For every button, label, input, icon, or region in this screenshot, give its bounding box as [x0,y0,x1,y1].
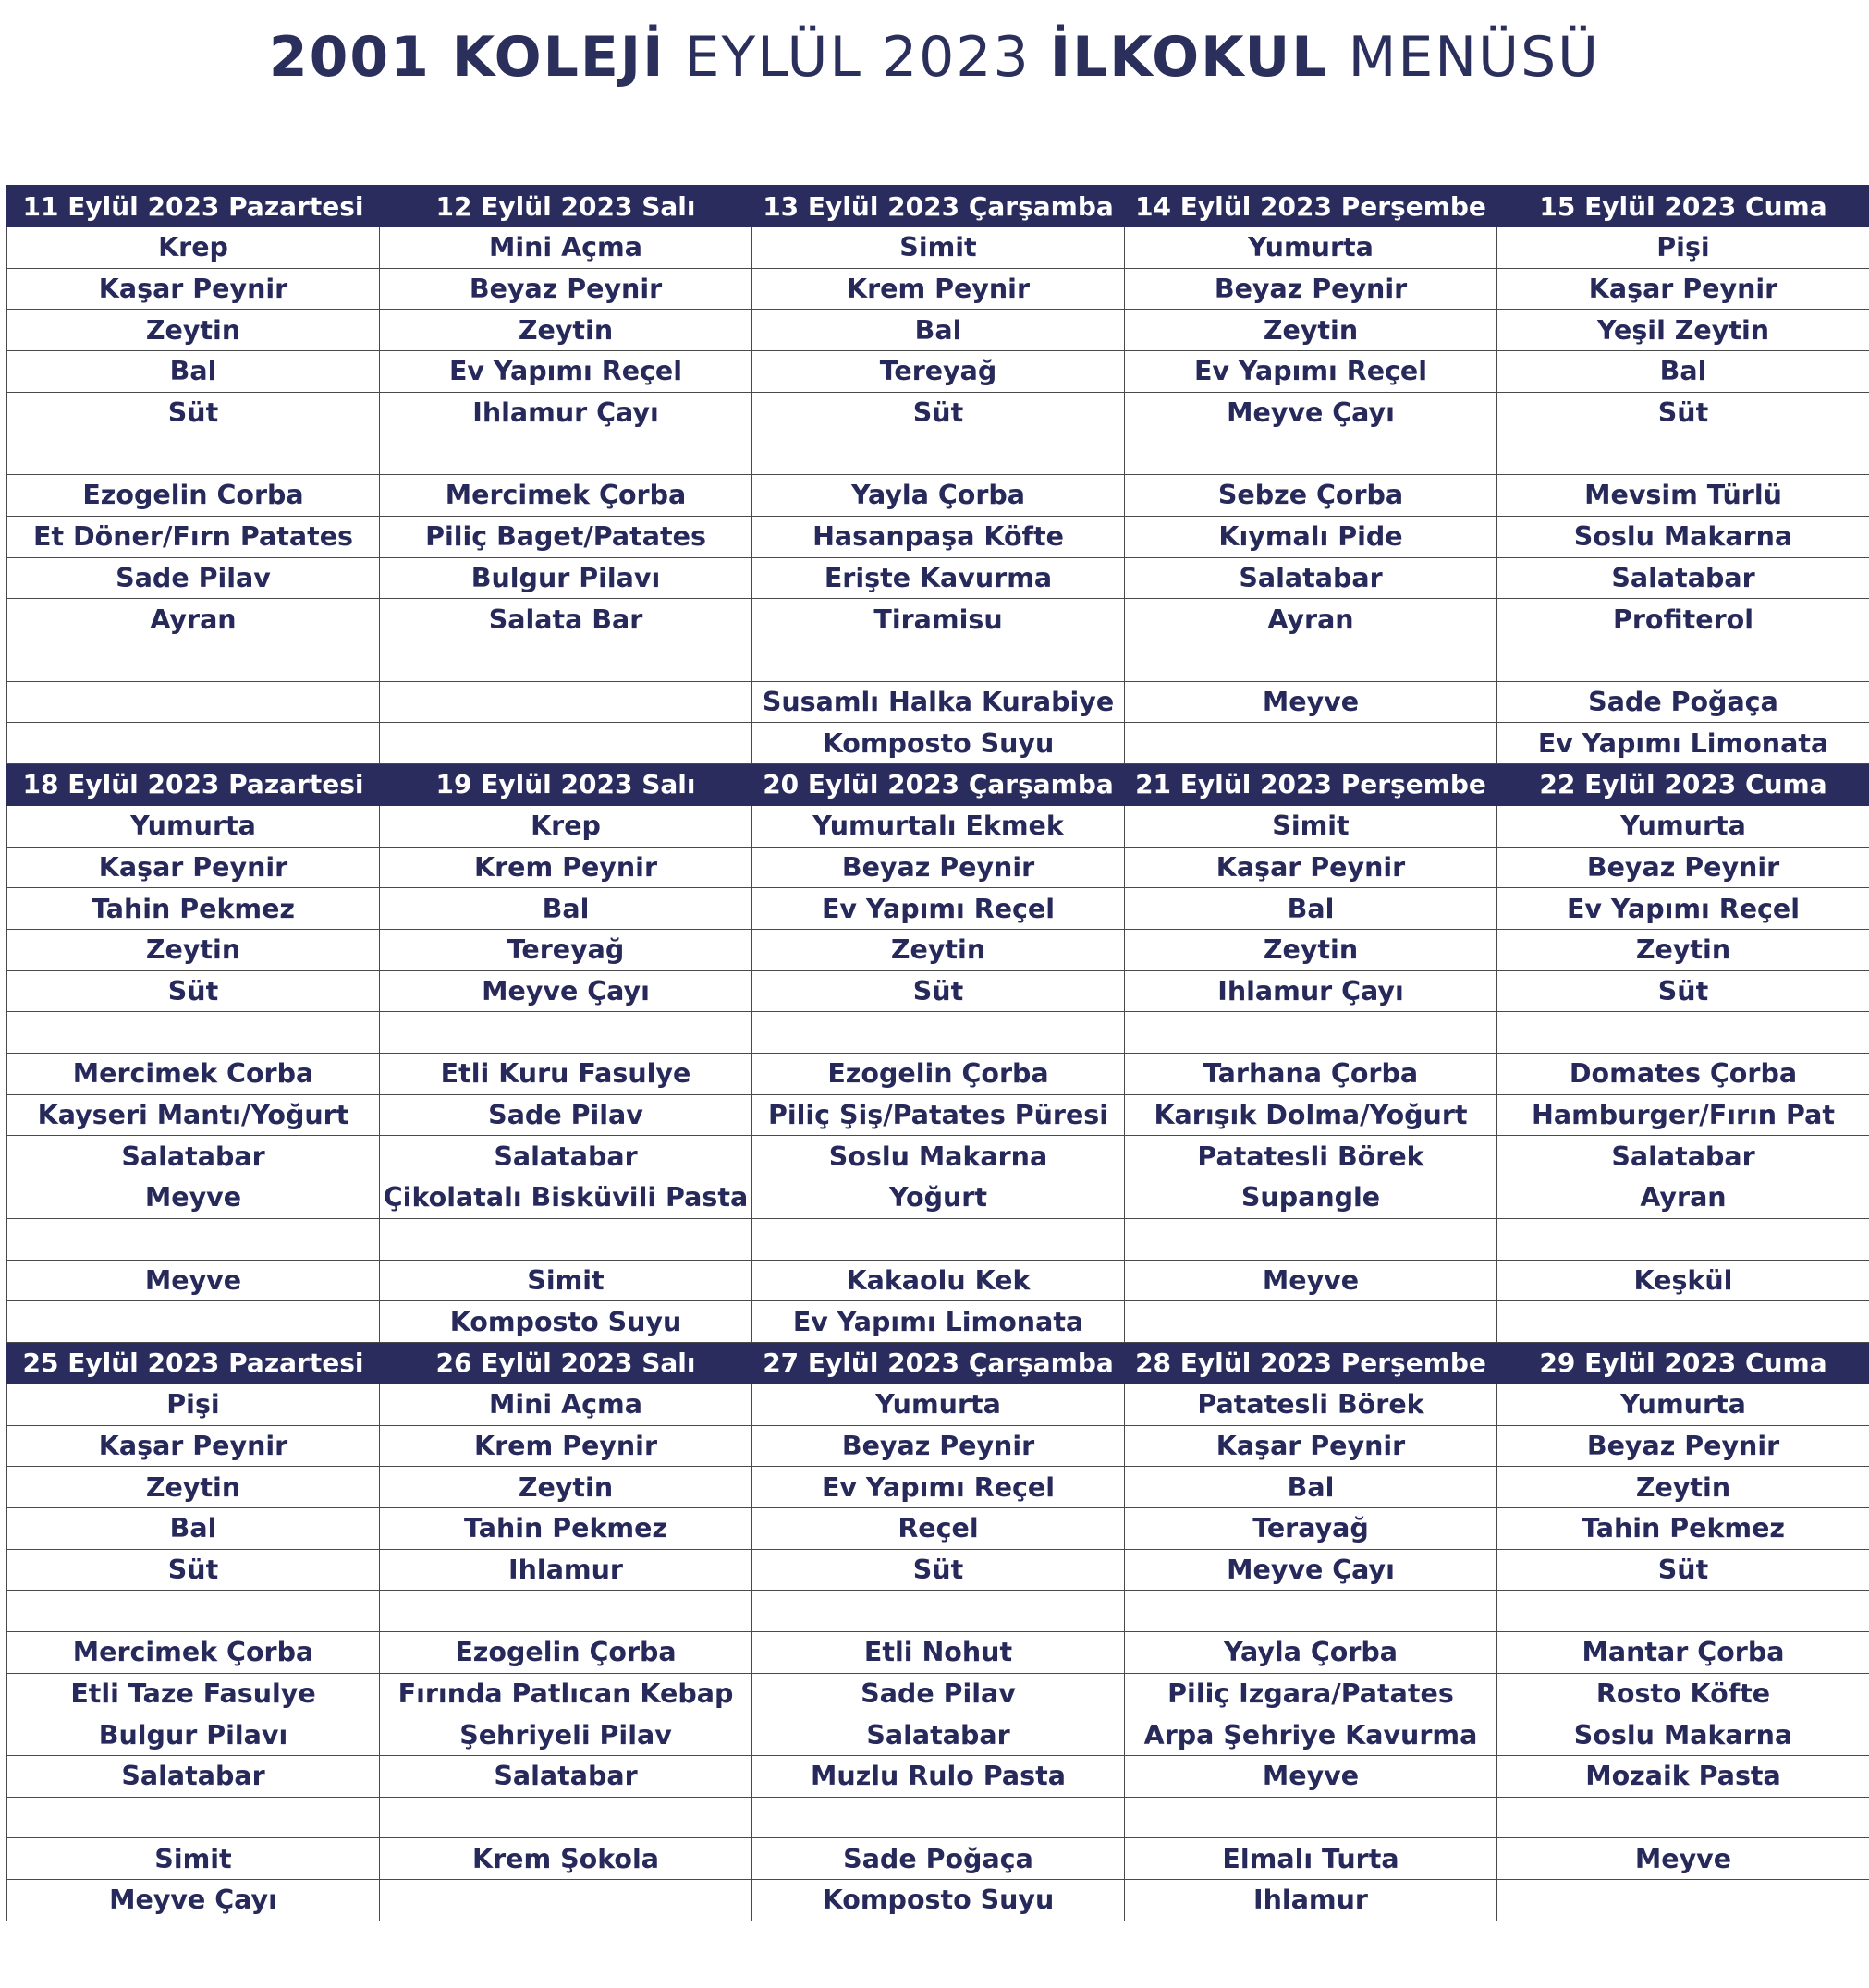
menu-item-cell: Etli Taze Fasulye [7,1673,380,1714]
menu-item-cell: Meyve [1125,1260,1497,1301]
menu-item-cell [1125,1218,1497,1260]
table-row [7,557,1869,599]
menu-table [6,185,1869,1921]
menu-item-cell: Kaşar Peynir [7,1425,380,1467]
menu-item-cell: Beyaz Peynir [752,847,1125,888]
day-header: 15 Eylül 2023 Cuma [1497,186,1869,227]
menu-item-cell: Kıymalı Pide [1125,516,1497,557]
menu-item-cell [380,1591,752,1632]
menu-item-cell: Ev Yapımı Reçel [1497,888,1869,930]
day-header: 25 Eylül 2023 Pazartesi [7,1342,380,1384]
menu-item-cell: Bal [7,1507,380,1549]
day-header: 13 Eylül 2023 Çarşamba [752,186,1125,227]
title-school: 2001 KOLEJİ [268,25,666,90]
menu-item-cell: Kakaolu Kek [752,1260,1125,1301]
menu-item-cell: Süt [752,392,1125,433]
menu-item-cell: Tahin Pekmez [1497,1507,1869,1549]
menu-item-cell [1125,723,1497,764]
table-row [7,723,1869,764]
table-row [7,268,1869,310]
menu-item-cell [1497,1012,1869,1054]
menu-item-cell: Krem Peynir [752,268,1125,310]
menu-item-cell: Bulgur Pilavı [7,1714,380,1756]
menu-item-cell [1125,1591,1497,1632]
menu-item-cell [752,1012,1125,1054]
day-header: 26 Eylül 2023 Salı [380,1342,752,1384]
menu-item-cell [7,1012,380,1054]
menu-item-cell: Patatesli Börek [1125,1136,1497,1177]
table-row [7,1301,1869,1343]
menu-item-cell: Meyve Çayı [380,970,752,1012]
menu-item-cell: Etli Nohut [752,1632,1125,1674]
menu-item-cell: Süt [752,970,1125,1012]
menu-item-cell: Mozaik Pasta [1497,1756,1869,1798]
menu-item-cell: Salatabar [1125,557,1497,599]
menu-item-cell [1497,433,1869,475]
menu-item-cell: Domates Çorba [1497,1054,1869,1095]
menu-item-cell [380,640,752,681]
menu-item-cell: Meyve Çayı [1125,392,1497,433]
menu-item-cell: Ihlamur Çayı [1125,970,1497,1012]
menu-item-cell: Ezogelin Corba [7,475,380,517]
title-month: EYLÜL 2023 [684,25,1031,90]
day-header: 20 Eylül 2023 Çarşamba [752,763,1125,805]
table-row [7,227,1869,269]
menu-item-cell [380,1012,752,1054]
menu-item-cell: Krem Şokola [380,1838,752,1880]
menu-item-cell: Piliç Şiş/Patates Püresi [752,1094,1125,1136]
table-row [7,1467,1869,1508]
table-row [7,1507,1869,1549]
menu-item-cell: Meyve [7,1177,380,1219]
menu-item-cell: Süt [752,1549,1125,1591]
menu-item-cell: Bal [1497,351,1869,393]
menu-item-cell: Piliç Baget/Patates [380,516,752,557]
day-header: 11 Eylül 2023 Pazartesi [7,186,380,227]
menu-item-cell [7,640,380,681]
menu-item-cell: Soslu Makarna [1497,516,1869,557]
table-row [7,1177,1869,1219]
menu-item-cell: Simit [380,1260,752,1301]
menu-item-cell: Karışık Dolma/Yoğurt [1125,1094,1497,1136]
menu-item-cell [7,1218,380,1260]
menu-item-cell: Supangle [1125,1177,1497,1219]
menu-item-cell: Zeytin [1125,310,1497,351]
menu-item-cell: Şehriyeli Pilav [380,1714,752,1756]
menu-item-cell: Kaşar Peynir [1125,847,1497,888]
day-header: 12 Eylül 2023 Salı [380,186,752,227]
table-row [7,1136,1869,1177]
menu-item-cell: Süt [7,970,380,1012]
menu-item-cell: Mercimek Çorba [7,1632,380,1674]
table-row [7,1260,1869,1301]
menu-item-cell: Mercimek Corba [7,1054,380,1095]
menu-item-cell: Yoğurt [752,1177,1125,1219]
menu-item-cell [7,681,380,723]
menu-item-cell: Sade Poğaça [1497,681,1869,723]
menu-item-cell: Muzlu Rulo Pasta [752,1756,1125,1798]
menu-item-cell: Ev Yapımı Reçel [380,351,752,393]
menu-item-cell: Patatesli Börek [1125,1384,1497,1425]
menu-item-cell: Yayla Çorba [752,475,1125,517]
table-row [7,1094,1869,1136]
menu-item-cell: Yumurta [1497,805,1869,847]
day-header: 27 Eylül 2023 Çarşamba [752,1342,1125,1384]
menu-item-cell: Süt [1497,392,1869,433]
menu-item-cell: Zeytin [1497,930,1869,971]
menu-item-cell: Ayran [1497,1177,1869,1219]
menu-item-cell: Zeytin [1497,1467,1869,1508]
menu-item-cell [1125,1797,1497,1838]
menu-item-cell: Fırında Patlıcan Kebap [380,1673,752,1714]
menu-item-cell: Süt [7,1549,380,1591]
menu-item-cell: Krep [380,805,752,847]
day-header: 19 Eylül 2023 Salı [380,763,752,805]
menu-item-cell: Meyve [1497,1838,1869,1880]
menu-item-cell: Mevsim Türlü [1497,475,1869,517]
menu-item-cell: Zeytin [7,310,380,351]
menu-item-cell: Tahin Pekmez [7,888,380,930]
table-row [7,1218,1869,1260]
menu-table-body [7,186,1869,1921]
day-header: 18 Eylül 2023 Pazartesi [7,763,380,805]
menu-item-cell: Meyve Çayı [1125,1549,1497,1591]
table-row [7,1880,1869,1921]
menu-item-cell: Etli Kuru Fasulye [380,1054,752,1095]
menu-item-cell: Bal [1125,888,1497,930]
menu-item-cell: Zeytin [7,1467,380,1508]
menu-item-cell [1497,1301,1869,1343]
menu-item-cell: Salatabar [7,1136,380,1177]
menu-item-cell: Salata Bar [380,599,752,640]
menu-item-cell [380,1797,752,1838]
menu-item-cell [752,1591,1125,1632]
table-row [7,1673,1869,1714]
menu-item-cell: Meyve Çayı [7,1880,380,1921]
menu-item-cell: Sade Pilav [7,557,380,599]
menu-item-cell: Salatabar [752,1714,1125,1756]
menu-item-cell: Zeytin [380,310,752,351]
table-row [7,970,1869,1012]
table-row [7,640,1869,681]
menu-item-cell: Zeytin [1125,930,1497,971]
menu-item-cell: Meyve [1125,1756,1497,1798]
menu-item-cell: Simit [752,227,1125,269]
menu-item-cell: Süt [7,392,380,433]
menu-item-cell: Pişi [1497,227,1869,269]
menu-item-cell: Süt [1497,1549,1869,1591]
table-row [7,847,1869,888]
menu-item-cell: Tarhana Çorba [1125,1054,1497,1095]
menu-item-cell: Kayseri Mantı/Yoğurt [7,1094,380,1136]
menu-item-cell: Ev Yapımı Reçel [752,1467,1125,1508]
table-row [7,392,1869,433]
menu-item-cell: Beyaz Peynir [1497,847,1869,888]
menu-item-cell: Sade Pilav [380,1094,752,1136]
menu-item-cell: Kaşar Peynir [1125,1425,1497,1467]
table-row [7,1591,1869,1632]
menu-item-cell: Zeytin [752,930,1125,971]
menu-item-cell: Beyaz Peynir [1125,268,1497,310]
menu-item-cell: Çikolatalı Bisküvili Pasta [380,1177,752,1219]
menu-item-cell: Süt [1497,970,1869,1012]
day-header: 22 Eylül 2023 Cuma [1497,763,1869,805]
menu-item-cell: Reçel [752,1507,1125,1549]
menu-item-cell: Susamlı Halka Kurabiye [752,681,1125,723]
menu-item-cell: Ev Yapımı Reçel [752,888,1125,930]
table-row [7,433,1869,475]
menu-item-cell: Yayla Çorba [1125,1632,1497,1674]
menu-item-cell: Kaşar Peynir [7,268,380,310]
menu-item-cell: Arpa Şehriye Kavurma [1125,1714,1497,1756]
day-header: 29 Eylül 2023 Cuma [1497,1342,1869,1384]
menu-item-cell: Krem Peynir [380,1425,752,1467]
day-header: 21 Eylül 2023 Perşembe [1125,763,1497,805]
table-row [7,351,1869,393]
table-row [7,1384,1869,1425]
menu-item-cell: Ev Yapımı Limonata [1497,723,1869,764]
menu-item-cell: Sade Pilav [752,1673,1125,1714]
table-row [7,681,1869,723]
table-row [7,930,1869,971]
menu-item-cell: Beyaz Peynir [1497,1425,1869,1467]
table-row [7,1549,1869,1591]
menu-item-cell: Kaşar Peynir [7,847,380,888]
menu-item-cell [752,640,1125,681]
menu-item-cell: Tahin Pekmez [380,1507,752,1549]
menu-item-cell: Mercimek Çorba [380,475,752,517]
menu-item-cell: Krem Peynir [380,847,752,888]
menu-item-cell [7,1591,380,1632]
menu-item-cell: Hamburger/Fırın Pat [1497,1094,1869,1136]
day-header: 14 Eylül 2023 Perşembe [1125,186,1497,227]
table-row [7,1797,1869,1838]
day-header: 28 Eylül 2023 Perşembe [1125,1342,1497,1384]
menu-item-cell: Yumurta [7,805,380,847]
menu-item-cell: Elmalı Turta [1125,1838,1497,1880]
menu-item-cell: Soslu Makarna [1497,1714,1869,1756]
menu-item-cell: Mini Açma [380,1384,752,1425]
week-header-row [7,763,1869,805]
table-row [7,475,1869,517]
menu-item-cell: Zeytin [7,930,380,971]
menu-item-cell: Mini Açma [380,227,752,269]
menu-item-cell: Yeşil Zeytin [1497,310,1869,351]
menu-item-cell [752,433,1125,475]
table-row [7,1632,1869,1674]
menu-item-cell: Mantar Çorba [1497,1632,1869,1674]
menu-item-cell: Tereyağ [752,351,1125,393]
menu-item-cell: Bal [1125,1467,1497,1508]
title-menu: MENÜSÜ [1348,25,1601,90]
menu-item-cell: Salatabar [380,1136,752,1177]
menu-item-cell: Sebze Çorba [1125,475,1497,517]
table-row [7,1838,1869,1880]
menu-item-cell [1497,1797,1869,1838]
menu-item-cell [1125,1301,1497,1343]
menu-item-cell: Profiterol [1497,599,1869,640]
table-row [7,1714,1869,1756]
title-level: İLKOKUL [1049,25,1329,90]
menu-item-cell: Ev Yapımı Reçel [1125,351,1497,393]
menu-item-cell: Ev Yapımı Limonata [752,1301,1125,1343]
menu-item-cell: Ezogelin Çorba [752,1054,1125,1095]
menu-item-cell [1497,1218,1869,1260]
menu-item-cell: Komposto Suyu [380,1301,752,1343]
menu-item-cell: Simit [7,1838,380,1880]
menu-item-cell: Yumurta [1497,1384,1869,1425]
menu-item-cell: Rosto Köfte [1497,1673,1869,1714]
table-row [7,516,1869,557]
menu-item-cell: Erişte Kavurma [752,557,1125,599]
menu-item-cell: Ezogelin Çorba [380,1632,752,1674]
menu-item-cell: Sade Poğaça [752,1838,1125,1880]
menu-item-cell: Keşkül [1497,1260,1869,1301]
menu-item-cell [7,1301,380,1343]
table-row [7,1054,1869,1095]
table-row [7,888,1869,930]
page-title [0,20,1869,94]
menu-item-cell [1497,640,1869,681]
menu-item-cell [7,723,380,764]
table-row [7,1756,1869,1798]
menu-item-cell: Salatabar [1497,1136,1869,1177]
table-row [7,805,1869,847]
menu-item-cell: Tereyağ [380,930,752,971]
menu-item-cell [1125,1012,1497,1054]
menu-item-cell [752,1797,1125,1838]
menu-item-cell: Tiramisu [752,599,1125,640]
menu-item-cell: Salatabar [380,1756,752,1798]
menu-item-cell: Pişi [7,1384,380,1425]
menu-item-cell [1125,433,1497,475]
menu-item-cell: Komposto Suyu [752,1880,1125,1921]
menu-item-cell: Bal [380,888,752,930]
menu-item-cell [380,723,752,764]
menu-item-cell: Ihlamur Çayı [380,392,752,433]
menu-item-cell [1497,1880,1869,1921]
table-row [7,310,1869,351]
menu-item-cell: Yumurtalı Ekmek [752,805,1125,847]
menu-item-cell: Yumurta [1125,227,1497,269]
week-header-row [7,1342,1869,1384]
table-row [7,1425,1869,1467]
menu-item-cell: Terayağ [1125,1507,1497,1549]
menu-item-cell: Beyaz Peynir [380,268,752,310]
menu-item-cell: Bulgur Pilavı [380,557,752,599]
menu-item-cell: Et Döner/Fırn Patates [7,516,380,557]
menu-item-cell [752,1218,1125,1260]
menu-item-cell: Hasanpaşa Köfte [752,516,1125,557]
menu-item-cell: Meyve [1125,681,1497,723]
menu-item-cell: Simit [1125,805,1497,847]
table-row [7,599,1869,640]
menu-item-cell: Kaşar Peynir [1497,268,1869,310]
menu-item-cell: Meyve [7,1260,380,1301]
menu-item-cell: Ayran [7,599,380,640]
menu-item-cell: Soslu Makarna [752,1136,1125,1177]
menu-item-cell [380,433,752,475]
menu-item-cell: Salatabar [7,1756,380,1798]
menu-item-cell: Piliç Izgara/Patates [1125,1673,1497,1714]
menu-item-cell: Krep [7,227,380,269]
table-row [7,1012,1869,1054]
menu-item-cell: Ihlamur [380,1549,752,1591]
menu-item-cell: Komposto Suyu [752,723,1125,764]
menu-item-cell [380,681,752,723]
menu-item-cell: Ihlamur [1125,1880,1497,1921]
menu-item-cell [1125,640,1497,681]
menu-item-cell: Bal [7,351,380,393]
menu-item-cell [7,433,380,475]
menu-item-cell: Yumurta [752,1384,1125,1425]
menu-item-cell [1497,1591,1869,1632]
menu-item-cell [380,1218,752,1260]
week-header-row [7,186,1869,227]
menu-item-cell: Ayran [1125,599,1497,640]
menu-item-cell [7,1797,380,1838]
menu-item-cell: Salatabar [1497,557,1869,599]
menu-item-cell: Zeytin [380,1467,752,1508]
menu-item-cell [380,1880,752,1921]
menu-item-cell: Beyaz Peynir [752,1425,1125,1467]
menu-item-cell: Bal [752,310,1125,351]
